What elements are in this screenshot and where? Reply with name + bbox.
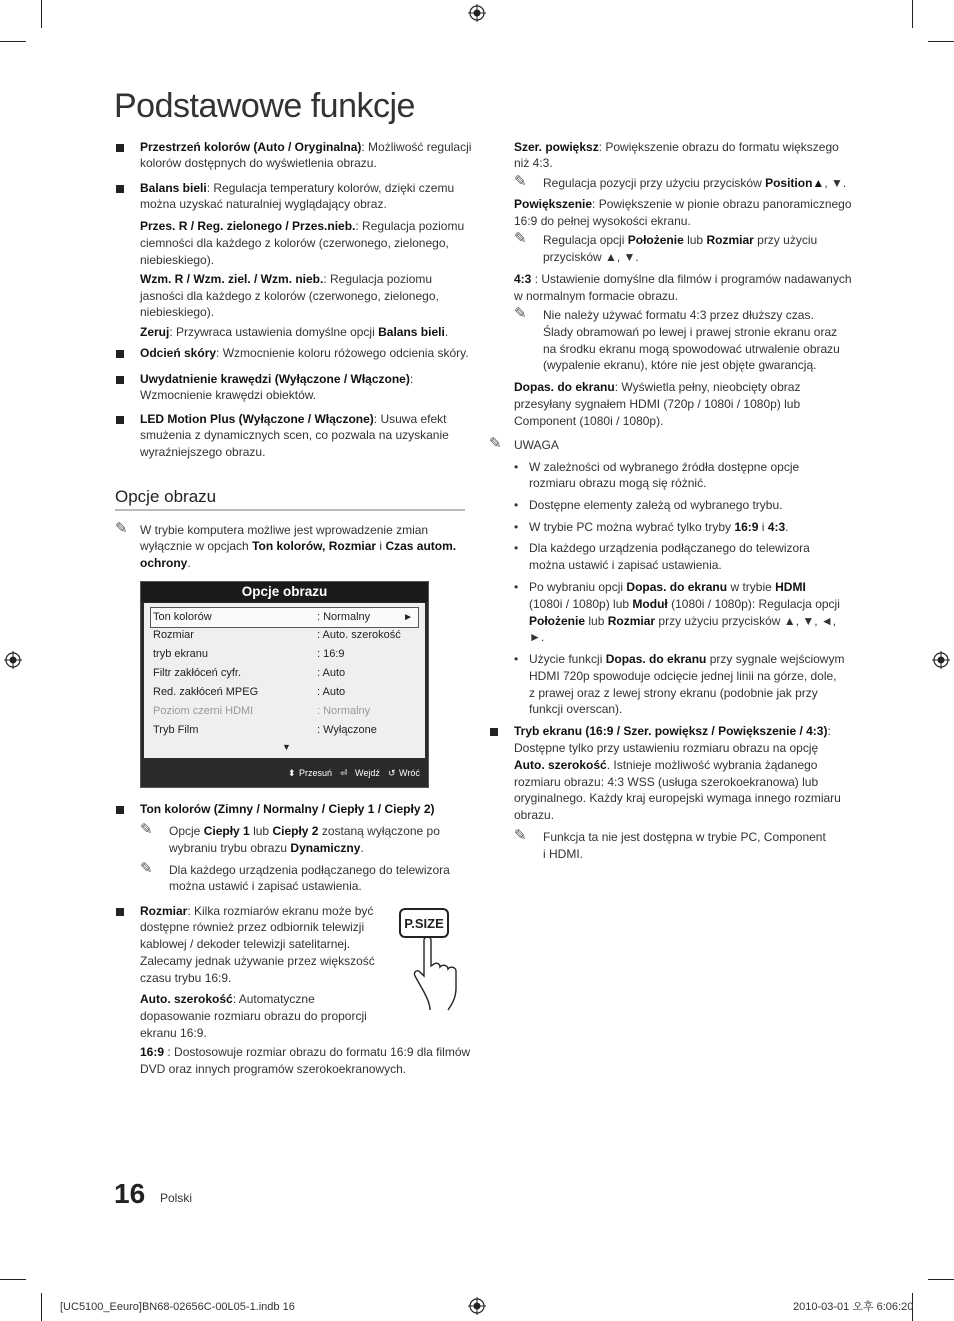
arrow-right-icon: ► bbox=[403, 612, 413, 623]
menu-item-hdmi-black: Poziom czerni HDMI : Normalny bbox=[153, 705, 371, 717]
menu-item-color-tone[interactable]: Ton kolorów : Normalny ► bbox=[150, 607, 419, 628]
item-gain-l2: jasności dla każdego z kolorów (czerwonego, zielonego, bbox=[140, 289, 439, 303]
note-pencil-icon: ✎ bbox=[514, 304, 527, 322]
item-color-space-l2: kolorów dostępnych do wyświetlenia obrazu. bbox=[140, 156, 377, 170]
item-43: 4:3 : Ustawienie domyślne dla filmów i programów nadawanych bbox=[514, 272, 852, 286]
item-led-motion-l3: wyraźniejszego obrazu. bbox=[140, 445, 266, 459]
bullet-square bbox=[116, 144, 124, 152]
menu-item-size[interactable]: Rozmiar : Auto. szerokość bbox=[153, 629, 401, 641]
item-auto-wide-l2: dopasowanie rozmiaru obrazu do proporcji bbox=[140, 1009, 367, 1023]
item-zoom-l2: 16:9 do pełnej wysokości ekranu. bbox=[514, 214, 691, 228]
note-b1-l2: rozmiaru obrazu mogą się różnić. bbox=[529, 476, 707, 490]
crop-mark bbox=[0, 1279, 26, 1280]
note-b1-l1: W zależności od wybranego źródła dostępne opcje bbox=[529, 460, 800, 474]
item-size-l4: Zalecamy jednak używanie przez większość bbox=[140, 954, 375, 968]
item-edge-enhance-l2: Wzmocnienie krawędzi obiektów. bbox=[140, 388, 317, 402]
bullet-square bbox=[116, 908, 124, 916]
registration-mark-icon bbox=[468, 1297, 486, 1315]
bullet-dot: • bbox=[514, 652, 519, 666]
item-gain: Wzm. R / Wzm. ziel. / Wzm. nieb.: Regulacja poziomu bbox=[140, 272, 433, 286]
screen-mode-note-l1: Funkcja ta nie jest dostępna w trybie PC, Component bbox=[543, 830, 826, 844]
tone-note1-l2: wybraniu trybu obrazu Dynamiczny. bbox=[169, 841, 364, 855]
bullet-dot: • bbox=[514, 520, 519, 534]
menu-item-screen-mode[interactable]: tryb ekranu : 16:9 bbox=[153, 648, 345, 660]
item-size-l2: dostępne również przez odbiornik telewizji bbox=[140, 920, 365, 934]
note-b5-l1: Po wybraniu opcji Dopas. do ekranu w trybie HDMI bbox=[529, 580, 806, 594]
item-white-balance: Balans bieli: Regulacja temperatury kolorów, dzięki czemu bbox=[140, 181, 455, 195]
note-b5-l4: ►. bbox=[529, 630, 545, 644]
page-language: Polski bbox=[160, 1191, 193, 1205]
r43-note-l4: (wypalenie ekranu), które nie jest objęte gwarancją. bbox=[543, 358, 817, 372]
picture-options-menu bbox=[140, 581, 429, 788]
item-offset: Przes. R / Reg. zielonego / Przes.nieb.: Regulacja poziomu bbox=[140, 219, 465, 233]
note-pencil-icon: ✎ bbox=[489, 434, 502, 452]
note-b4-l2: można ustawić i zapisać ustawienia. bbox=[529, 558, 722, 572]
r43-note-l1: Nie należy używać formatu 4:3 przez dłuższy czas. bbox=[543, 308, 814, 322]
bullet-dot: • bbox=[514, 541, 519, 555]
r43-note-l3: na środku ekranu mogą spowodować utrwalenie obrazu bbox=[543, 342, 840, 356]
crop-mark bbox=[41, 1293, 42, 1321]
item-flesh-tone: Odcień skóry: Wzmocnienie koloru różowego odcienia skóry. bbox=[140, 346, 469, 360]
print-date: 2010-03-01 오후 6:06:20 bbox=[793, 1301, 914, 1313]
section-divider bbox=[115, 509, 465, 511]
item-auto-wide: Auto. szerokość: Automatyczne bbox=[140, 992, 315, 1006]
item-169: 16:9 : Dostosowuje rozmiar obrazu do formatu 16:9 dla filmów bbox=[140, 1045, 471, 1059]
bullet-square bbox=[116, 350, 124, 358]
item-zoom: Powiększenie: Powiększenie w pionie obrazu panoramicznego bbox=[514, 197, 852, 211]
item-color-tone: Ton kolorów (Zimny / Normalny / Ciepły 1 / Ciepły 2) bbox=[140, 802, 435, 816]
crop-mark bbox=[912, 0, 913, 28]
nav-back-label: Wróć bbox=[399, 768, 420, 778]
wide-zoom-note: Regulacja pozycji przy użyciu przycisków Position▲, ▼. bbox=[543, 176, 847, 190]
item-offset-l2: ciemności dla każdego z kolorów (czerwonego, zielonego, bbox=[140, 236, 449, 250]
tone-note2-l1: Dla każdego urządzenia podłączanego do telewizora bbox=[169, 863, 450, 877]
bullet-square bbox=[116, 416, 124, 424]
crop-mark bbox=[41, 0, 42, 28]
item-wide-zoom: Szer. powiększ: Powiększenie obrazu do formatu większego bbox=[514, 140, 839, 154]
page-number: 16 bbox=[114, 1178, 146, 1209]
item-screen-fit-l2: przesyłany sygnałem HDMI (720p / 1080i / 1080p) lub bbox=[514, 397, 801, 411]
note-b5-l2: (1080i / 1080p) lub Moduł (1080i / 1080p): Regulacja opcji bbox=[529, 597, 840, 611]
menu-item-digital-noise[interactable]: Filtr zakłóceń cyfr. : Auto bbox=[153, 667, 346, 679]
note-b6-l3: z prawej oraz z lewej strony ekranu (podobnie jak przy bbox=[529, 686, 818, 700]
note-b6-l1: Użycie funkcji Dopas. do ekranu przy sygnale wejściowym bbox=[529, 652, 845, 666]
menu-item-mpeg-noise[interactable]: Red. zakłóceń MPEG : Auto bbox=[153, 686, 346, 698]
tone-note2-l2: można ustawić i zapisać ustawienia. bbox=[169, 879, 362, 893]
r43-note-l2: Ślady obramowań po lewej i prawej stronie ekranu oraz bbox=[543, 325, 838, 339]
note-pencil-icon: ✎ bbox=[514, 229, 527, 247]
note-pencil-icon: ✎ bbox=[514, 826, 527, 844]
nav-move-label: Przesuń bbox=[299, 768, 333, 778]
menu-list bbox=[144, 603, 425, 758]
item-43-l2: w normalnym formacie obrazu. bbox=[514, 289, 679, 303]
section-note-l2: wyłącznie w opcjach Ton kolorów, Rozmiar i Czas autom. bbox=[140, 539, 457, 553]
note-pencil-icon: ✎ bbox=[115, 519, 128, 537]
item-wide-zoom-l2: niż 4:3. bbox=[514, 156, 553, 170]
section-title: Opcje obrazu bbox=[115, 487, 217, 506]
tone-note1-l1: Opcje Ciepły 1 lub Ciepły 2 zostaną wyłączone po bbox=[169, 824, 440, 838]
note-b6-l2: HDMI 720p spowoduje odcięcie jednej linii na górze, dole, bbox=[529, 669, 837, 683]
note-pencil-icon: ✎ bbox=[514, 172, 527, 190]
enter-icon: ⏎ bbox=[340, 768, 348, 778]
section-note-l1: W trybie komputera możliwe jest wprowadzenie zmian bbox=[140, 523, 429, 537]
item-offset-l3: niebieskiego). bbox=[140, 253, 215, 267]
nav-enter-label: Wejdź bbox=[355, 768, 380, 778]
bullet-dot: • bbox=[514, 498, 519, 512]
note-pencil-icon: ✎ bbox=[140, 859, 153, 877]
item-screen-fit: Dopas. do ekranu: Wyświetla pełny, nieobcięty obraz bbox=[514, 380, 801, 394]
bullet-dot: • bbox=[514, 460, 519, 474]
item-gain-l3: niebieskiego). bbox=[140, 305, 215, 319]
item-screen-fit-l3: Component (1080i / 1080p). bbox=[514, 414, 664, 428]
menu-title: Opcje obrazu bbox=[141, 582, 428, 602]
return-icon: ↺ bbox=[388, 768, 396, 778]
registration-mark-icon bbox=[4, 651, 22, 669]
bullet-square bbox=[116, 376, 124, 384]
note-b6-l4: funkcji overscan). bbox=[529, 702, 623, 716]
crop-mark bbox=[0, 41, 26, 42]
item-screen-mode-l2: Dostępne tylko przy ustawieniu rozmiaru obrazu na opcję bbox=[514, 741, 819, 755]
print-file-info: [UC5100_Eeuro]BN68-02656C-00L05-1.indb 16 bbox=[60, 1301, 295, 1313]
item-led-motion-l2: smużenia z dynamicznych scen, co pozwala na uzyskanie bbox=[140, 428, 449, 442]
scroll-down-icon[interactable]: ▼ bbox=[282, 742, 291, 752]
item-size-l5: czasu trybu 16:9. bbox=[140, 971, 232, 985]
note-b4-l1: Dla każdego urządzenia podłączanego do telewizora bbox=[529, 541, 810, 555]
bullet-dot: • bbox=[514, 580, 519, 594]
bullet-square bbox=[116, 806, 124, 814]
item-led-motion: LED Motion Plus (Wyłączone / Włączone): Usuwa efekt bbox=[140, 412, 447, 426]
item-size-l3: kablowej / dekoder telewizji satelitarnej. bbox=[140, 937, 351, 951]
crop-mark bbox=[928, 1279, 954, 1280]
item-169-l2: DVD oraz innych programów szerokoekranowych. bbox=[140, 1062, 407, 1076]
zoom-note-l1: Regulacja opcji Położenie lub Rozmiar przy użyciu bbox=[543, 233, 818, 247]
menu-item-film-mode[interactable]: Tryb Film : Wyłączone bbox=[153, 724, 377, 736]
item-color-space: Przestrzeń kolorów (Auto / Oryginalna): Możliwość regulacji bbox=[140, 140, 472, 154]
note-b2: Dostępne elementy zależą od wybranego trybu. bbox=[529, 498, 783, 512]
psize-button-illustration: P.SIZE bbox=[399, 908, 449, 938]
crop-mark bbox=[928, 41, 954, 42]
updown-icon: ⬍ bbox=[288, 768, 296, 778]
note-b5-l3: Położenie lub Rozmiar przy użyciu przycisków ▲, ▼, ◄, bbox=[529, 614, 837, 628]
section-note-l3: ochrony. bbox=[140, 556, 191, 570]
note-b3: W trybie PC można wybrać tylko tryby 16:9 i 4:3. bbox=[529, 520, 789, 534]
item-screen-mode-l5: oryginalnego. Każdy kraj europejski wymaga innego rozmiaru bbox=[514, 791, 841, 805]
item-edge-enhance: Uwydatnienie krawędzi (Wyłączone / Włączone): bbox=[140, 372, 414, 386]
item-size: Rozmiar: Kilka rozmiarów ekranu może być bbox=[140, 904, 374, 918]
item-screen-mode-l4: rozmiaru obrazu: 4:3 WSS (usługa szerokoekranowa) lub bbox=[514, 775, 819, 789]
screen-mode-note-l2: i HDMI. bbox=[543, 847, 583, 861]
bullet-square bbox=[116, 185, 124, 193]
note-pencil-icon: ✎ bbox=[140, 820, 153, 838]
registration-mark-icon bbox=[932, 651, 950, 669]
note-heading: UWAGA bbox=[514, 438, 559, 452]
item-reset: Zeruj: Przywraca ustawienia domyślne opcji Balans bieli. bbox=[140, 325, 449, 339]
menu-nav-bar bbox=[141, 760, 428, 786]
item-screen-mode-l6: obrazu. bbox=[514, 808, 555, 822]
zoom-note-l2: przycisków ▲, ▼. bbox=[543, 250, 639, 264]
item-screen-mode: Tryb ekranu (16:9 / Szer. powiększ / Powiększenie / 4:3): bbox=[514, 724, 831, 738]
item-white-balance-l2: można uzyskać naturalniej wyglądający obraz. bbox=[140, 197, 387, 211]
registration-mark-icon bbox=[468, 4, 486, 22]
pointing-hand-icon bbox=[410, 936, 468, 1012]
item-auto-wide-l3: ekranu 16:9. bbox=[140, 1026, 207, 1040]
page-title: Podstawowe funkcje bbox=[114, 87, 415, 125]
item-screen-mode-l3: Auto. szerokość. Istnieje możliwość wybrania żądanego bbox=[514, 758, 818, 772]
bullet-square bbox=[490, 728, 498, 736]
